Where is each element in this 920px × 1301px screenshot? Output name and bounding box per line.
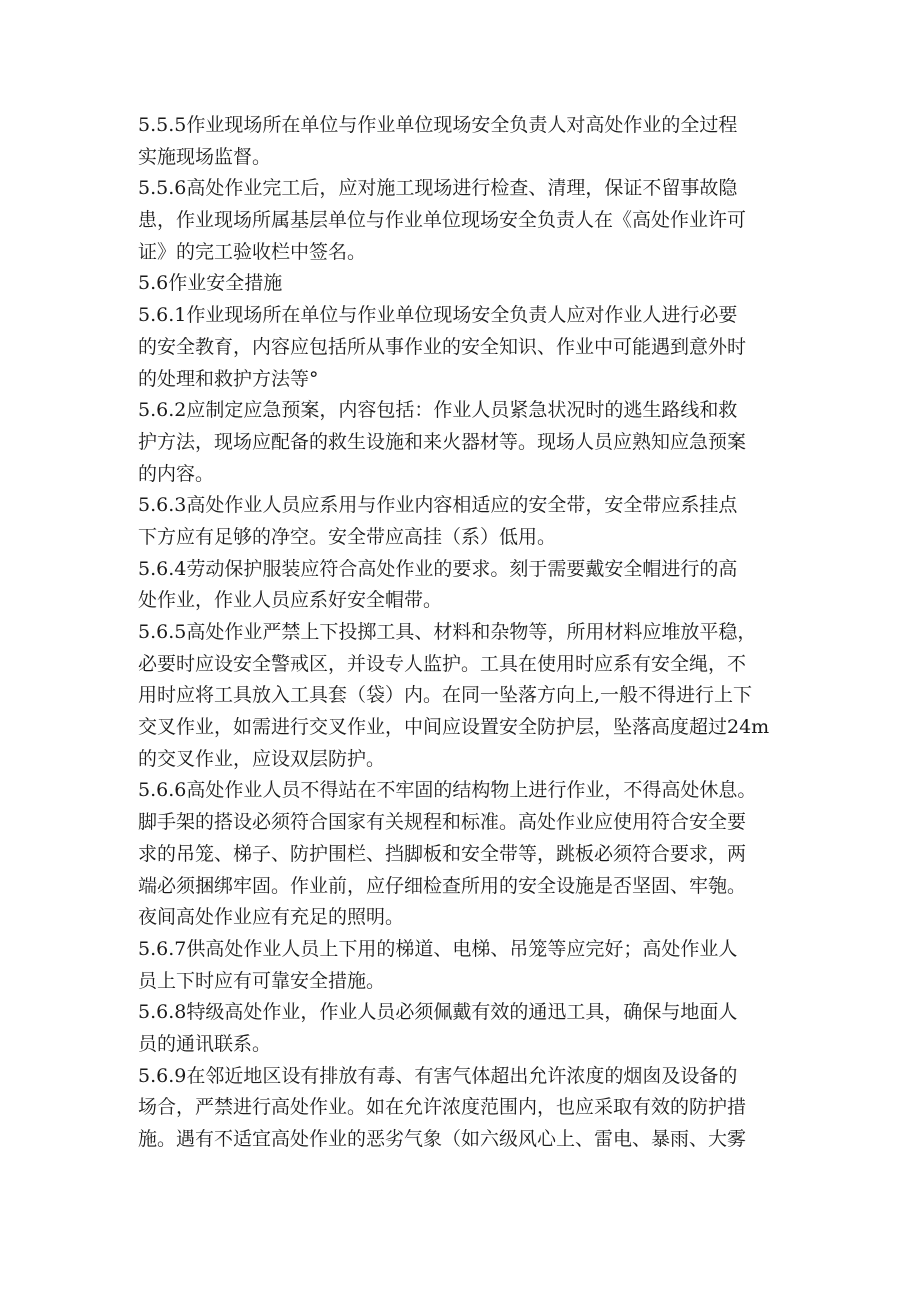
text-line: 夜间高处作业应有充足的照明。 xyxy=(138,906,405,929)
text-line: 患，作业现场所属基层单位与作业单位现场安全负责人在《高处作业许可 xyxy=(138,209,747,232)
text-line: 证》的完工验收栏中签名。 xyxy=(138,240,367,263)
text-line: 交叉作业，如需进行交叉作业，中间应设置安全防护层，坠落高度超过24m xyxy=(138,716,770,739)
section-heading: 5.6作业安全措施 xyxy=(138,272,283,295)
text-line: 用时应将工具放入工具套（袋）内。在同一坠落方向上,一般不得进行上下 xyxy=(138,684,753,707)
document-body xyxy=(138,110,798,1156)
text-line: 的安全教育，内容应包括所从事作业的安全知识、作业中可能遇到意外时 xyxy=(138,335,747,358)
text-line: 护方法，现场应配备的救生设施和来火器材等。现场人员应熟知应急预案 xyxy=(138,430,747,453)
text-line: 处作业，作业人员应系好安全帽带。 xyxy=(138,589,443,612)
text-line: 的交叉作业，应设双层防护。 xyxy=(138,747,386,770)
text-line: 必要时应设安全警戒区，并设专人监护。工具在使用时应系有安全绳，不 xyxy=(138,652,747,675)
text-line: 5.6.3高处作业人员应系用与作业内容相适应的安全带，安全带应系挂点 xyxy=(138,494,738,517)
text-line: 5.6.4劳动保护服装应符合高处作业的要求。刻于需要戴安全帽进行的高 xyxy=(138,557,738,580)
text-line: 5.6.9在邻近地区设有排放有毒、有害气体超出允许浓度的烟囱及设备的 xyxy=(138,1064,738,1087)
text-line: 求的吊笼、梯子、防护围栏、挡脚板和安全带等，跳板必须符合要求，两 xyxy=(138,842,747,865)
text-line: 5.6.2应制定应急预案，内容包括：作业人员紧急状况时的逃生路线和救 xyxy=(138,399,738,422)
text-line: 场合，严禁进行高处作业。如在允许浓度范围内，也应采取有效的防护措 xyxy=(138,1096,747,1119)
text-line: 5.6.7供高处作业人员上下用的梯道、电梯、吊笼等应完好；高处作业人 xyxy=(138,937,738,960)
text-line: 端必须捆绑牢固。作业前，应仔细检查所用的安全设施是否坚固、牢匏。 xyxy=(138,874,747,897)
text-line: 实施现场监督。 xyxy=(138,145,272,168)
text-line: 5.6.5高处作业严禁上下投掷工具、材料和杂物等，所用材料应堆放平稳， xyxy=(138,621,757,643)
text-line: 下方应有足够的净空。安全带应高挂（系）低用。 xyxy=(138,525,557,548)
text-line: 5.6.6高处作业人员不得站在不牢固的结构物上进行作业，不得高处休息。 xyxy=(138,779,757,802)
text-line: 5.6.1作业现场所在单位与作业单位现场安全负责人应对作业人进行必要 xyxy=(138,304,738,327)
text-line: 5.5.6高处作业完工后，应对施工现场进行检查、清理，保证不留事故隐 xyxy=(138,177,738,200)
text-line: 的处理和救护方法等° xyxy=(138,367,319,390)
text-line: 5.6.8特级高处作业，作业人员必须佩戴有效的通迅工具，确保与地面人 xyxy=(138,1001,738,1024)
text-line: 施。遇有不适宜高处作业的恶劣气象（如六级风心上、雷电、暴雨、大雾 xyxy=(138,1128,747,1150)
text-line: 的内容。 xyxy=(138,462,215,485)
text-line: 5.5.5作业现场所在单位与作业单位现场安全负责人对高处作业的全过程 xyxy=(138,114,738,136)
text-line: 员上下时应有可靠安全措施。 xyxy=(138,969,386,992)
text-line: 员的通讯联系。 xyxy=(138,1032,272,1055)
text-line: 脚手架的搭设必须符合国家有关规程和标准。高处作业应使用符合安全要 xyxy=(138,811,747,834)
